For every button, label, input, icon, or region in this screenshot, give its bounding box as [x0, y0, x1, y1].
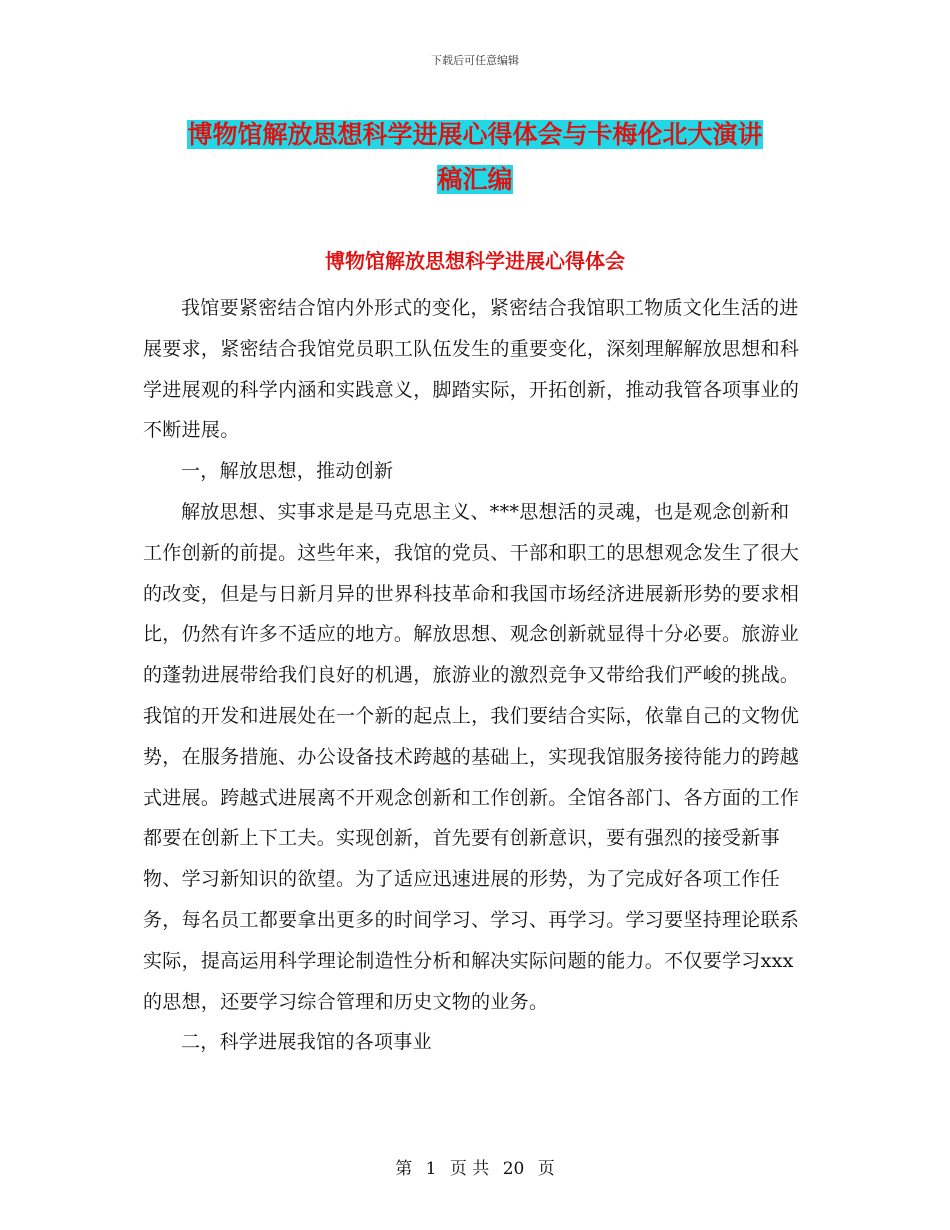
footer-total-pages: 20	[502, 1159, 525, 1179]
section-title: 博物馆解放思想科学进展心得体会	[325, 249, 625, 273]
footer-page-number: 1	[425, 1159, 437, 1179]
document-title-line-1: 博物馆解放思想科学进展心得体会与卡梅伦北大演讲	[187, 120, 763, 149]
footer-prefix: 第	[395, 1159, 413, 1179]
page-footer	[0, 1154, 950, 1179]
document-title	[150, 112, 800, 202]
footer-middle: 页 共	[449, 1159, 490, 1179]
paragraph-emancipate-mind: 解放思想、实事求是是马克思主义、***思想活的灵魂，也是观念创新和工作创新的前提。这些年来，我馆的党员、干部和职工的思想观念发生了很大的改变，但是与日新月异的世界科技革命和我国市场经济进展新形势的要求相比，仍然有许多不适应的地方。解放思想、观念创新就显得十分必要。旅游业的蓬勃进展带给我们良好的机遇，旅游业的激烈竞争又带给我们严峻的挑战。我馆的开发和进展处在一个新的起点上，我们要结合实际，依靠自己的文物优势，在服务措施、办公设备技术跨越的基础上，实现我馆服务接待能力的跨越式进展。跨越式进展离不开观念创新和工作创新。全馆各部门、各方面的工作都要在创新上下工夫。实现创新，首先要有创新意识，要有强烈的接受新事物、学习新知识的欲望。为了适应迅速进展的形势，为了完成好各项工作任务，每名员工都要拿出更多的时间学习、学习、再学习。学习要坚持理论联系实际，提高运用科学理论制造性分析和解决实际问题的能力。不仅要学习xxx的思想，还要学习综合管理和历史文物的业务。	[143, 500, 800, 1013]
document-title-line-2: 稿汇编	[437, 165, 513, 194]
header-note: 下载后可任意编辑	[431, 54, 519, 67]
document-body	[143, 288, 808, 1063]
heading-one: 一，解放思想，推动创新	[181, 460, 394, 483]
paragraph-intro: 我馆要紧密结合馆内外形式的变化，紧密结合我馆职工物质文化生活的进展要求，紧密结合我馆党员职工队伍发生的重要变化，深刻理解解放思想和科学进展观的科学内涵和实践意义，脚踏实际，开拓创新，推动我管各项事业的不断进展。	[143, 297, 800, 442]
heading-two: 二，科学进展我馆的各项事业	[181, 1031, 432, 1054]
footer-suffix: 页	[537, 1159, 555, 1179]
